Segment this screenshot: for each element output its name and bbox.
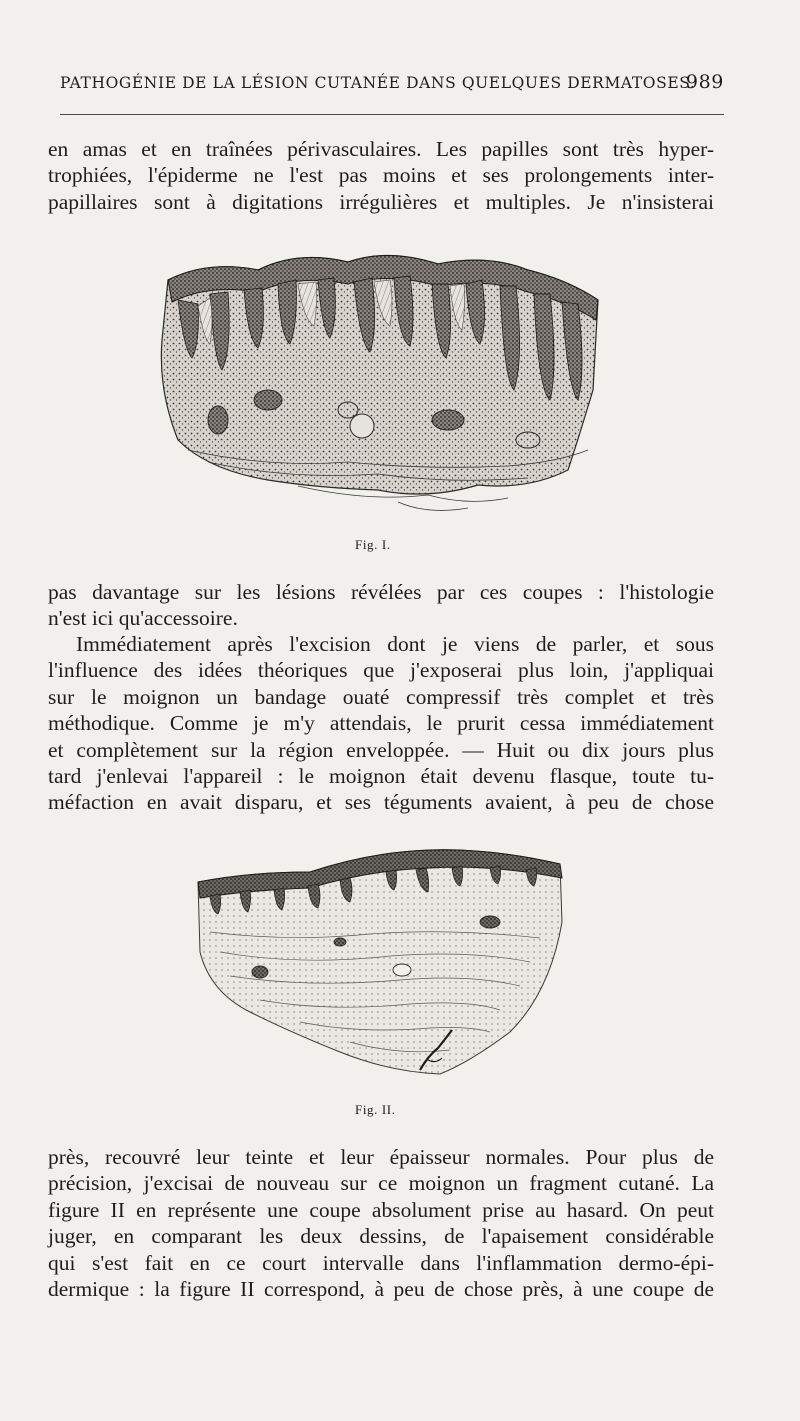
text-line: dermique : la figure II correspond, à peu de chose près, à une coupe de: [48, 1277, 714, 1302]
figure-2-caption: Fig. II.: [355, 1102, 396, 1117]
text-line: méfaction en avait disparu, et ses téguments avaient, à peu de chose: [48, 790, 714, 815]
text-line: méthodique. Comme je m'y attendais, le prurit cessa immédiatement: [48, 711, 714, 736]
text-line: papillaires sont à digitations irrégulières et multiples. Je n'insisterai: [48, 189, 714, 214]
text-line: près, recouvré leur teinte et leur épaisseur normales. Pour plus de: [48, 1145, 714, 1169]
figure-2-illustration: [190, 842, 570, 1082]
text-line: Immédiatement après l'excision dont je viens de parler, et sous: [76, 632, 714, 656]
text-line: n'est ici qu'accessoire.: [48, 606, 238, 631]
paragraph-1: [48, 136, 714, 215]
text-line: en amas et en traînées périvasculaires. Les papilles sont très hyper-: [48, 137, 714, 161]
figure-1-caption: Fig. I.: [355, 537, 391, 552]
paragraph-2: [48, 579, 714, 632]
header-rule: [60, 114, 724, 115]
text-line: trophiées, l'épiderme ne l'est pas moins et ses prolongements inter-: [48, 163, 714, 188]
page-number: 989: [685, 71, 724, 93]
text-line: pas davantage sur les lésions révélées par ces coupes : l'histologie: [48, 580, 714, 604]
text-line: juger, en comparant les deux dessins, de l'apaisement considérable: [48, 1224, 714, 1249]
text-line: tard j'enlevai l'appareil : le moignon était devenu flasque, toute tu-: [48, 764, 714, 789]
paragraph-3: [48, 631, 714, 816]
text-line: sur le moignon un bandage ouaté compressif très complet et très: [48, 684, 714, 709]
figure-1-illustration: [148, 240, 608, 520]
text-line: précision, j'excisai de nouveau sur ce moignon un fragment cutané. La: [48, 1171, 714, 1196]
running-title: PATHOGÉNIE DE LA LÉSION CUTANÉE DANS QUELQUES DERMATOSES.: [60, 74, 696, 92]
text-line: qui s'est fait en ce court intervalle dans l'inflammation dermo-épi-: [48, 1250, 714, 1275]
text-line: figure II en représente une coupe absolument prise au hasard. On peut: [48, 1197, 714, 1222]
text-line: l'influence des idées théoriques que j'exposerai plus loin, j'appliquai: [48, 658, 714, 683]
paragraph-4: [48, 1144, 714, 1302]
text-line: et complètement sur la région enveloppée. — Huit ou dix jours plus: [48, 737, 714, 762]
